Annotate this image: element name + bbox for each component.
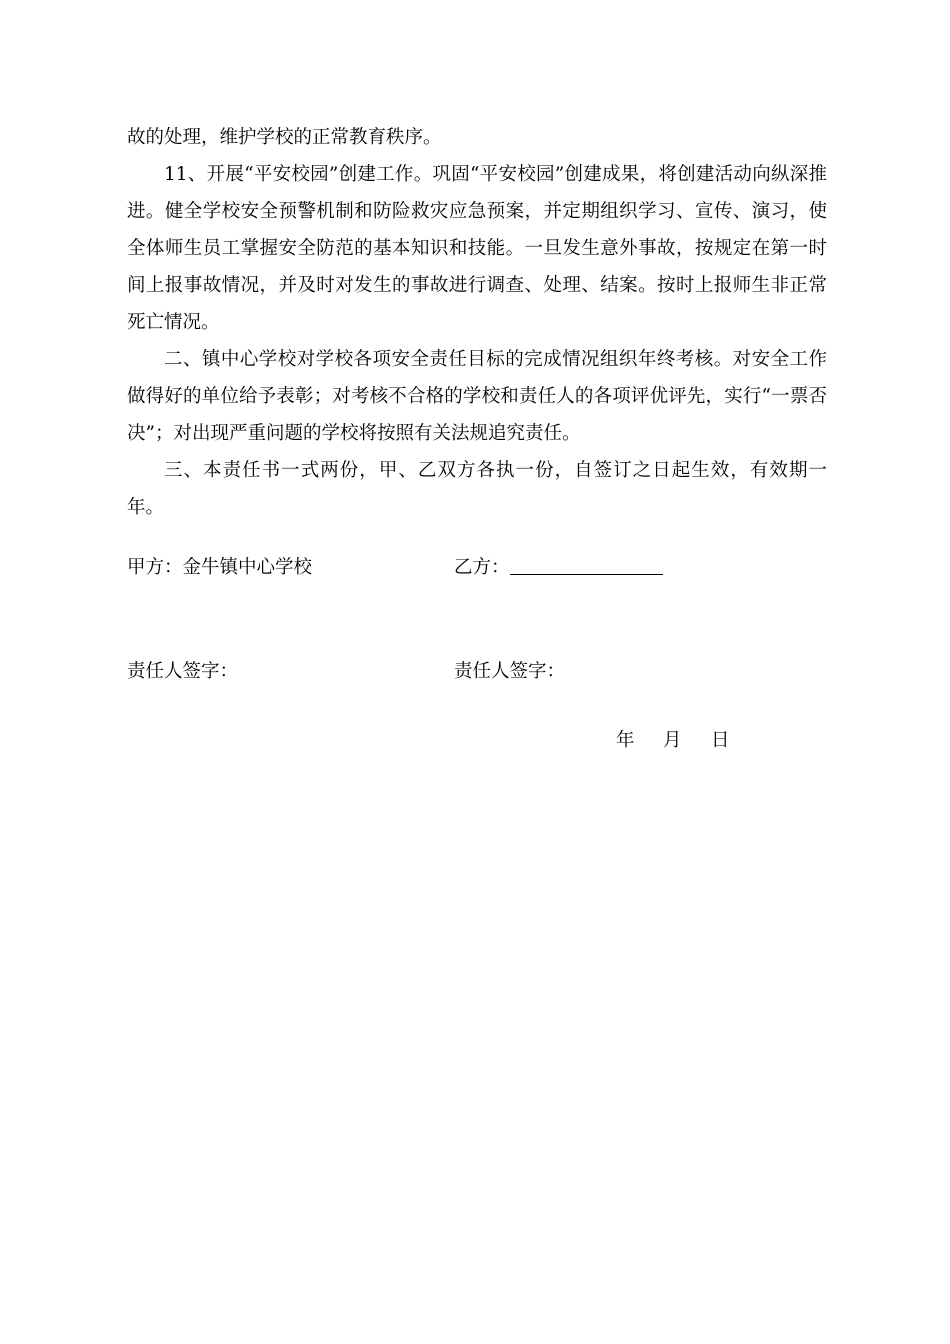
- document-body: [127, 119, 827, 526]
- signer-b-label: 责任人签字：: [454, 661, 566, 682]
- party-b-blank-line: [510, 574, 663, 575]
- paragraph-continuation: 故的处理，维护学校的正常教育秩序。: [127, 127, 442, 148]
- paragraph-section-2: 二、镇中心学校对学校各项安全责任目标的完成情况组织年终考核。对安全工作做得好的单位给予表彰；对考核不合格的学校和责任人的各项评优评先，实行“一票否决”；对出现严重问题的学校将按照有关法规追究责任。: [127, 349, 827, 444]
- signer-a-label: 责任人签字：: [127, 661, 239, 682]
- party-b-label: 乙方：: [454, 557, 510, 578]
- party-a-label: 甲方：金牛镇中心学校: [127, 557, 313, 578]
- date-year: 年: [616, 730, 635, 751]
- date-month: 月: [663, 730, 682, 751]
- date-day: 日: [711, 730, 730, 751]
- paragraph-item-11: 11、开展“平安校园”创建工作。巩固“平安校园”创建成果，将创建活动向纵深推进。健全学校安全预警机制和防险救灾应急预案，并定期组织学习、宣传、演习，使全体师生员工掌握安全防范的基本知识和技能。一旦发生意外事故，按规定在第一时间上报事故情况，并及时对发生的事故进行调查、处理、结案。按时上报师生非正常死亡情况。: [127, 164, 827, 333]
- paragraph-section-3: 三、本责任书一式两份，甲、乙双方各执一份，自签订之日起生效，有效期一年。: [127, 460, 827, 518]
